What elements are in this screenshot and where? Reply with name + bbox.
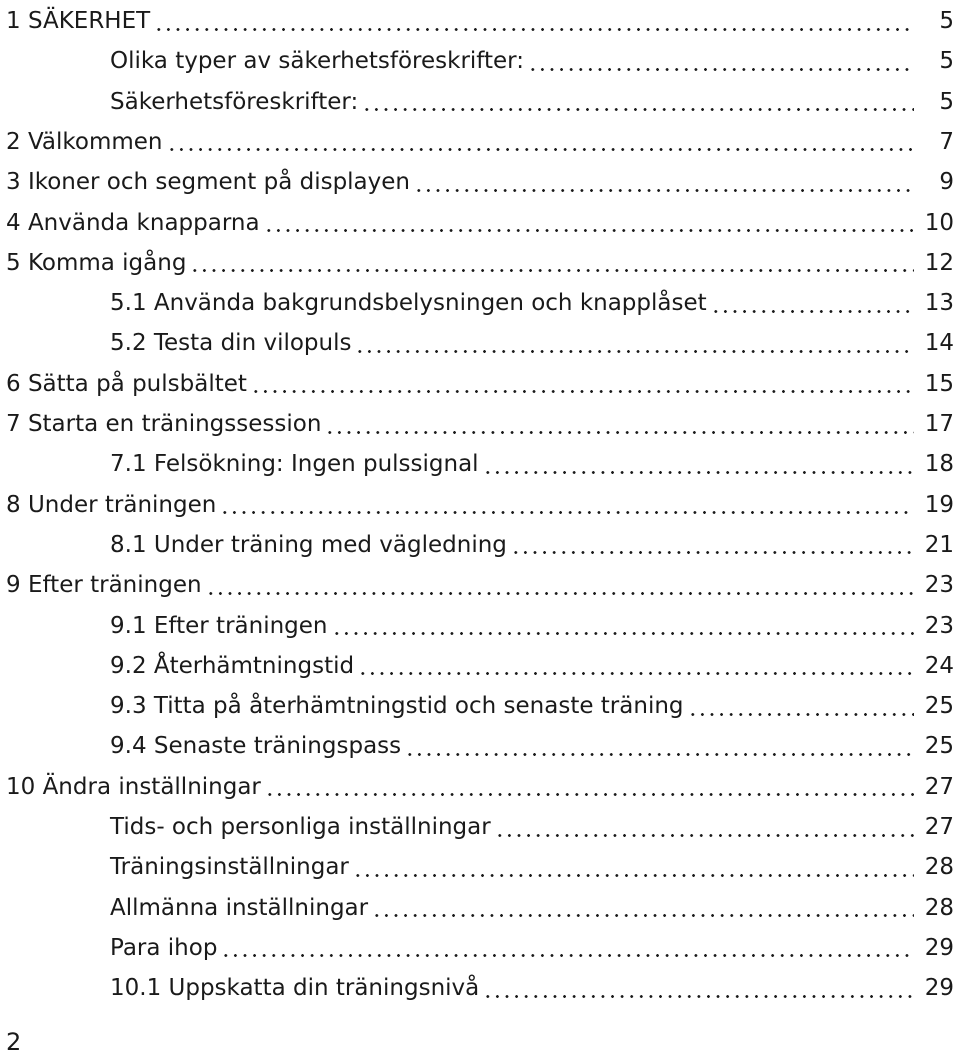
toc-entry-page: 23 [924,572,954,599]
toc-entry-page: 27 [924,814,954,840]
toc-entry-label: 9 Efter träningen [6,572,202,599]
toc-entry-label: 6 Sätta på pulsbältet [6,370,247,397]
dot-leader [483,471,914,474]
dot-leader [332,632,915,635]
toc-entry-page: 27 [924,773,954,800]
dot-leader [264,229,914,232]
toc-entry[interactable] [0,41,960,81]
toc-entry[interactable] [0,82,960,122]
toc-entry[interactable] [0,485,960,525]
toc-entry-label: 10 Ändra inställningar [6,773,261,800]
toc-entry[interactable] [0,646,960,686]
toc-entry[interactable] [0,888,960,928]
dot-leader [206,592,914,595]
toc-entry[interactable] [0,364,960,404]
toc-entry[interactable] [0,606,960,646]
toc-entry[interactable] [0,1,960,41]
toc-entry-page: 29 [924,934,954,961]
toc-entry-page: 5 [939,48,954,75]
toc-entry-page: 28 [924,854,954,881]
toc-entry-page: 17 [924,411,954,437]
dot-leader [220,511,914,514]
dot-leader [325,431,914,434]
dot-leader [167,148,915,151]
toc-entry-label: Allmänna inställningar [110,894,369,921]
toc-entry-label: 7.1 Felsökning: Ingen pulssignal [110,451,479,478]
toc-entry-page: 19 [924,491,954,518]
toc-entry[interactable] [0,122,960,162]
toc-entry[interactable] [0,525,960,565]
dot-leader [362,108,914,111]
dot-leader [414,189,914,192]
toc-entry-label: 9.3 Titta på återhämtningstid och senaste träning [110,693,684,720]
toc-entry-page: 24 [924,652,954,679]
toc-entry-page: 25 [924,733,954,760]
toc-entry[interactable] [0,243,960,283]
dot-leader [711,310,914,313]
toc-entry-label: 3 Ikoner och segment på displayen [6,169,410,196]
toc-entry[interactable] [0,444,960,484]
toc-entry[interactable] [0,928,960,968]
toc-entry-page: 18 [924,451,954,478]
dot-leader [511,551,914,554]
toc-entry[interactable] [0,686,960,726]
toc-entry[interactable] [0,807,960,847]
toc-entry-page: 9 [939,169,954,196]
toc-entry-label: 9.4 Senaste träningspass [110,733,402,760]
toc-entry[interactable] [0,726,960,766]
toc-entry[interactable] [0,162,960,202]
toc-entry-label: Säkerhetsföreskrifter: [110,88,359,115]
dot-leader [528,68,914,71]
toc-entry-page: 21 [924,531,954,558]
toc-entry-page: 5 [939,8,954,34]
toc-entry-label: 9.1 Efter träningen [110,612,328,639]
toc-entry[interactable] [0,767,960,807]
toc-entry-label: 4 Använda knapparna [6,209,260,236]
toc-entry-page: 29 [924,975,954,1002]
toc-entry-label: 5 Komma igång [6,249,187,276]
toc-entry-label: 8 Under träningen [6,491,217,518]
toc-entry-page: 5 [939,88,954,115]
toc-entry-page: 12 [924,249,954,276]
dot-leader [355,350,914,353]
dot-leader [358,672,914,675]
dot-leader [688,713,914,716]
dot-leader [251,390,914,393]
toc-entry[interactable] [0,283,960,323]
dot-leader [405,753,914,756]
toc-entry-label: Träningsinställningar [110,854,349,881]
toc-entry-page: 14 [924,330,954,357]
toc-entry-label: 10.1 Uppskatta din träningsnivå [110,975,480,1002]
page-number: 2 [6,1028,22,1056]
dot-leader [221,954,914,957]
toc-entry-page: 25 [924,693,954,720]
toc-entry-label: Para ihop [110,934,218,961]
toc-entry-label: 7 Starta en träningssession [6,411,322,437]
toc-entry-page: 13 [924,290,954,317]
toc-entry-label: Olika typer av säkerhetsföreskrifter: [110,48,524,75]
toc-entry-label: 8.1 Under träning med vägledning [110,531,507,558]
dot-leader [154,28,914,31]
toc-entry-label: Tids- och personliga inställningar [110,814,491,840]
toc-entry-label: 1 SÄKERHET [6,8,151,34]
dot-leader [372,914,914,917]
toc-entry-label: 9.2 Återhämtningstid [110,652,355,679]
toc-entry[interactable] [0,968,960,1008]
toc-entry-label: 2 Välkommen [6,128,163,155]
dot-leader [190,269,914,272]
toc-entry[interactable] [0,404,960,444]
dot-leader [495,834,914,837]
toc-entry[interactable] [0,323,960,363]
toc-entry[interactable] [0,847,960,887]
toc-entry-page: 10 [924,209,954,236]
toc-entry[interactable] [0,565,960,605]
dot-leader [265,793,914,796]
toc-entry-label: 5.1 Använda bakgrundsbelysningen och knapplåset [110,290,707,317]
toc-entry-page: 23 [924,612,954,639]
toc-entry-page: 28 [924,894,954,921]
toc-entry-page: 15 [924,370,954,397]
dot-leader [353,874,914,877]
toc-entry[interactable] [0,203,960,243]
dot-leader [483,995,914,998]
toc-entry-page: 7 [939,128,954,155]
toc-entry-label: 5.2 Testa din vilopuls [110,330,352,357]
